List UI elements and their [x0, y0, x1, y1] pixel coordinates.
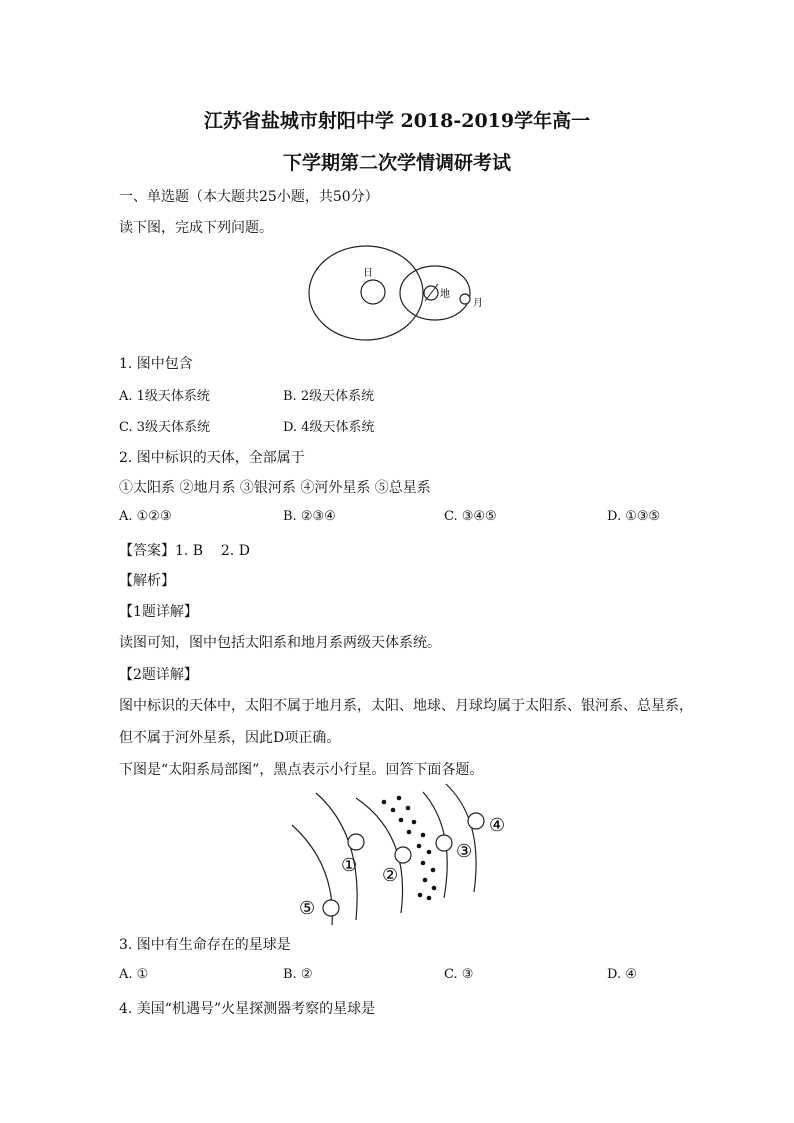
asteroid: [407, 830, 412, 835]
asteroid: [427, 850, 432, 855]
label-1: ①: [341, 855, 358, 876]
label-5: ⑤: [299, 898, 316, 919]
doc-title-line2: 下学期第二次学情调研考试: [282, 152, 511, 174]
label-3: ③: [456, 841, 473, 862]
q2-option-b: B. ②③④: [283, 509, 336, 524]
q4-stem: 4. 美国“机遇号”火星探测器考察的星球是: [119, 1001, 376, 1017]
detail-2-text-1: 图中标识的天体中，太阳不属于地月系，太阳、地球、月球均属于太阳系、银河系、总星系，: [119, 698, 693, 714]
asteroid: [397, 796, 402, 801]
detail-2-text-2: 但不属于河外星系，因此D项正确。: [119, 730, 341, 746]
asteroid: [382, 800, 387, 805]
q2-option-d: D. ①③⑤: [607, 509, 661, 524]
label-2: ②: [382, 865, 399, 886]
asteroid: [423, 878, 428, 883]
asteroid: [421, 861, 426, 866]
sun-circle: [361, 280, 385, 304]
analysis-heading: 【解析】: [119, 573, 175, 589]
q3-option-c: C. ③: [444, 967, 474, 982]
doc-title-line1: 江苏省盐城市射阳中学 2018-2019学年高一: [203, 110, 591, 132]
q3-option-d: D. ④: [607, 967, 637, 982]
figure-earth-moon-system: [306, 243, 506, 343]
q2-items: ①太阳系 ②地月系 ③银河系 ④河外星系 ⑤总星系: [119, 480, 431, 496]
label-4: ④: [489, 815, 506, 836]
asteroid: [427, 896, 432, 901]
moon-label: 月: [473, 298, 483, 309]
detail-1-heading: 【1题详解】: [119, 604, 198, 620]
asteroid: [418, 893, 423, 898]
section-heading: 一、单选题（本大题共25小题，共50分）: [119, 189, 379, 205]
asteroid: [417, 844, 422, 849]
asteroid: [432, 886, 437, 891]
intro-1: 读下图，完成下列问题。: [119, 220, 273, 236]
q3-stem: 3. 图中有生命存在的星球是: [119, 937, 291, 953]
answer-line: 【答案】1. B 2. D: [119, 543, 250, 559]
q2-stem: 2. 图中标识的天体，全部属于: [119, 450, 305, 466]
q3-option-a: A. ①: [119, 967, 149, 982]
planet-5: [323, 900, 339, 916]
q2-option-a: A. ①②③: [119, 509, 172, 524]
planet-3: [436, 835, 452, 851]
q1-option-b: B. 2级天体系统: [283, 389, 375, 404]
planet-2: [395, 847, 411, 863]
earth-label: 地: [440, 289, 450, 300]
q3-option-b: B. ②: [283, 967, 313, 982]
asteroid: [412, 820, 417, 825]
q2-option-c: C. ③④⑤: [444, 509, 497, 524]
asteroid: [391, 808, 396, 813]
asteroid: [406, 806, 411, 811]
detail-1-text: 读图可知，图中包括太阳系和地月系两级天体系统。: [119, 635, 441, 651]
intro-2: 下图是“太阳系局部图”，黑点表示小行星。回答下面各题。: [119, 762, 484, 778]
planet-1: [348, 834, 364, 850]
moon-circle: [460, 294, 470, 304]
asteroid: [399, 818, 404, 823]
detail-2-heading: 【2题详解】: [119, 667, 198, 683]
figure-solar-system-partial: [286, 780, 526, 930]
asteroid: [431, 868, 436, 873]
planet-4: [468, 813, 484, 829]
sun-label: 日: [363, 268, 373, 279]
q1-option-a: A. 1级天体系统: [119, 389, 210, 404]
q1-stem: 1. 图中包含: [119, 356, 193, 372]
q1-option-c: C. 3级天体系统: [119, 420, 211, 435]
asteroid: [421, 833, 426, 838]
q1-option-d: D. 4级天体系统: [283, 420, 375, 435]
